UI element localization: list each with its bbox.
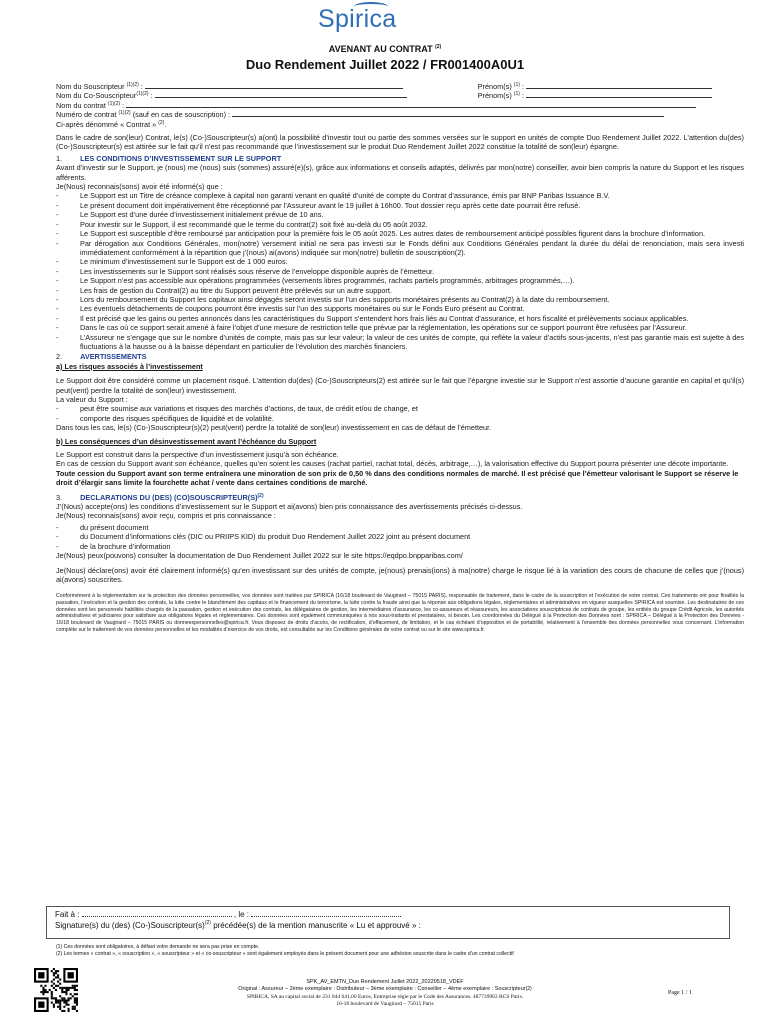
list-item — [56, 542, 744, 551]
numero-label: Numéro de contrat — [56, 110, 117, 120]
list-item-text: Le Support est un Titre de créance complexe à capital non garanti venant en qualité d’unité de compte du Contrat d’assurance, émis par BNP Paribas Issuance B.V. — [80, 191, 610, 201]
list-dash: - — [56, 294, 59, 304]
intro-paragraph: Dans le cadre de son(leur) Contrat, le(s) (Co-)Souscripteur(s) a(ont) la possibilité d’investir tout ou partie des sommes versées sur le support en unités de compte Duo Rendement Juillet 2022. L’attention du(des) (Co-)Souscripteur(s) est attirée sur le fait qu’il n’est pas recommandé que l’investissement sur le produit Duo Rendement Juillet 2022 constitue la totalité de son(leur) épargne. — [56, 133, 744, 152]
list-item-text: Par dérogation aux Conditions Générales, mon(notre) versement initial ne sera pas investi sur le Fonds défini aux Conditions Générales pendant la durée du délai de renonciation, mais sera investi immédiatement conformément à la répartition que j’(nous) ai(avons) indiquée sur mon(notre) bulletin de souscription(2). — [80, 238, 744, 257]
section-2a-list — [56, 404, 744, 423]
numero-row — [56, 110, 744, 119]
list-dash: - — [56, 238, 59, 248]
section-2a-title: a) Les risques associés à l’investissement — [56, 361, 203, 371]
section-2-title: AVERTISSEMENTS — [80, 352, 147, 362]
list-item — [56, 532, 744, 541]
list-dash: - — [56, 257, 59, 267]
list-dash: - — [56, 219, 59, 229]
section-3-p3: Je(Nous) peux(pouvons) consulter la documentation de Duo Rendement Juillet 2022 sur le site https://eqdpo.bnpparibas.com/ — [56, 551, 463, 561]
footnote-2 — [56, 951, 736, 958]
list-item-text: de la brochure d’information — [80, 541, 171, 551]
list-item-text: Le Support est susceptible d’être remboursé par anticipation pour la première fois le 05 août 2025. Les autres dates de remboursement anticipé possibles figurent dans la brochure d’information. — [80, 229, 706, 239]
section-1-p2: Je(Nous) reconnais(sons) avoir été informé(s) que : — [56, 182, 223, 192]
section-3-p4: Je(Nous) déclare(ons) avoir été clairement informé(s) qu’en investissant sur des unités de compte, je(nous) prenais(ions) à ma(notre) charge le risque lié à la variation des cours de chacune de celles que j’(nous) ai(avons) souscrites. — [56, 565, 744, 584]
footer-ref: SPK_AV_EMTN_Duo Rendement Juillet 2022_20220518_VDEF — [306, 979, 464, 985]
list-item-text: du Document d’informations clés (DIC ou PRIIPS KID) du produit Duo Rendement Juillet 2022 joint au présent document — [80, 532, 471, 542]
footnote-2-text: Les termes « contrat », « souscription », « souscripteur » et « co-souscripteur » sont également employés dans le présent document pour une adhésion souscrite dans le cadre d’un contrat collectif — [63, 951, 514, 957]
list-item-text: Le présent document doit impérativement être réceptionné par l’Assureur avant le 19 juillet à 16h00. Tout dossier reçu après cette date pourrait être refusé. — [80, 200, 581, 210]
list-item — [56, 404, 744, 413]
section-3-number: 3. — [56, 492, 63, 502]
list-item-text: Le minimum d’investissement sur le Support est de 1 000 euros. — [80, 257, 288, 267]
list-item — [56, 210, 744, 219]
list-item-text: Les investissements sur le Support sont réalisés sous réserve de l’enveloppe disponible auprès de l’émetteur. — [80, 266, 435, 276]
data-protection-notice: Conformément à la réglementation sur la protection des données personnelles, vos données sont traitées par SPIRICA (16/18 boulevard de Vaugirard – 75015 PARIS), responsable de traitement, dans le cadre de la souscription et l’exécution de votre contrat. Ces traitements ont pour finalités la passation, l’exécution et la gestion des contrats, la lutte contre le blanchiment des capitaux et le financement du terrorisme, la lutte contre la fraude ainsi que la réponse aux obligations légales, réglementaires et administratives en vigueur auxquelles SPIRICA est soumise. Les destinataires de ces données sont les personnels habilités chargés de la passation, gestion et exécution des contrats, les délégataires de gestion, les intermédiaires d’assurance, les co-assureurs et réassureurs, les associations souscriptrices de contrats de groupe, les entités du groupe Crédit Agricole, les autorités administratives et judiciaires pour satisfaire aux obligations légales et réglementaires. Ces données sont également communiquées à nos sous-traitants et prestataires, si besoin. Les coordonnées du Délégué à la Protection des Données sont : SPIRICA – Délégué à la Protection des Données - 16/18 boulevard de Vaugirard – 75015 PARIS ou donneespersonnelles@spirica.fr. Vous disposez de droits d’accès, de rectification, d’effacement, de limitation, et le cas échéant d’opposition et de portabilité, relativement à l’ensemble des données personnelles vous concernant. L’information complète sur le traitement de vos données personnelles et les modalités d’exercice de vos droits, est consultable sur les Conditions générales de votre contrat ou sur le site www.spirica.fr. — [56, 593, 744, 633]
footer-address: 16-18 boulevard de Vaugirard – 75015 Paris — [336, 1000, 434, 1007]
souscripteur-sup: (1)(2) — [126, 82, 139, 88]
list-item — [56, 414, 744, 423]
numero-input[interactable] — [232, 110, 664, 117]
list-item-text: du présent document — [80, 522, 149, 532]
list-item — [56, 239, 744, 258]
list-item-text: Pour investir sur le Support, il est recommandé que le terme du contrat(2) soit fixé au-delà du 05 août 2032. — [80, 219, 428, 229]
list-dash: - — [56, 229, 59, 239]
signature-box — [46, 906, 730, 939]
souscripteur-label: Nom du Souscripteur — [56, 82, 125, 91]
souscripteur-row: Nom du Souscripteur $^{(1)(2)}$ : Prénom(s) $^{(1)}$ : — [56, 82, 744, 91]
list-dash: - — [56, 304, 59, 314]
prenom1-label: Prénom(s) — [477, 82, 512, 91]
section-3-title: DECLARATIONS DU (DES) (CO)SOUSCRIPTEUR(S) — [80, 492, 258, 502]
list-dash: - — [56, 276, 59, 286]
section-2b-title: b) Les conséquences d’un désinvestissement avant l’échéance du Support — [56, 436, 317, 446]
section-2-number: 2. — [56, 352, 63, 362]
list-item-text: Il est précisé que les gains ou pertes annoncés dans les caractéristiques du Support s’entendent hors frais liés au Contrat d’assurance, et hors fiscalité et prélèvements sociaux applicables. — [80, 313, 689, 323]
prenom1-sup: (1) — [513, 82, 520, 88]
list-item-text: comporte des risques spécifiques de liquidité et de volatilité. — [80, 413, 274, 423]
list-item-text: Le Support est d’une durée d’investissement initialement prévue de 10 ans. — [80, 210, 324, 220]
identity-fields — [56, 82, 744, 129]
footer-company: SPIRICA, SA au capital social de 231 044 641,00 Euros, Entreprise régie par le Code des Assurances. 487739963 RCS Paris. — [246, 993, 524, 1000]
list-item — [56, 333, 744, 352]
qr-code — [34, 968, 78, 1012]
list-dash: - — [56, 266, 59, 276]
prenom1-input[interactable] — [526, 82, 712, 89]
contrat-row: Nom du contrat $^{(1)(2)}$ : — [56, 101, 744, 110]
footer-copies-row — [150, 986, 620, 993]
section-1-list — [56, 191, 744, 351]
section-3-list — [56, 523, 744, 551]
section-2a-p2: La valeur du Support : — [56, 395, 128, 404]
contrat-sup: (1)(2) — [107, 100, 121, 107]
list-item — [56, 276, 744, 285]
footnote-2-sup: (2) — [56, 951, 63, 957]
section-1-number: 1. — [56, 153, 63, 163]
section-2-heading — [56, 352, 744, 361]
footer — [150, 979, 620, 1008]
spirica-logo: Spirica — [318, 5, 397, 33]
list-item-text: Les éventuels détachements de coupons pourront être investis sur l’un des supports monétaires ou sur le Fonds Euro présent au Contrat. — [80, 304, 525, 314]
list-item — [56, 220, 744, 229]
contrat-input[interactable] — [126, 101, 696, 108]
footer-copies-sup: (2) — [525, 986, 532, 993]
section-2a-p1: Le Support doit être considéré comme un placement risqué. L’attention du(des) (Co-)Souscripteurs(2) est attirée sur le fait que l’épargne investie sur le Support n’est assortie d’aucune garantie en capital et qu’il(s) peut(vent) perdre la totalité de son(leur) investissement. — [56, 376, 744, 395]
list-dash: - — [56, 413, 59, 423]
signature-after: précédée(s) de la mention manuscrite « Lu et approuvé » : — [213, 921, 421, 930]
ci-apres: Ci-après dénommé « Contrat » $^{(2)}$. — [56, 119, 167, 129]
prenom2-label: Prénom(s) — [477, 91, 512, 101]
section-2b-p1: Le Support est construit dans la perspective d’un investissement jusqu’à son échéance. — [56, 450, 339, 460]
list-item — [56, 286, 744, 295]
list-item — [56, 191, 744, 200]
section-3-p2: Je(Nous) reconnais(sons) avoir reçu, compris et pris connaissance : — [56, 511, 276, 521]
list-item — [56, 314, 744, 323]
footer-copies: Original : Assureur – 2ème exemplaire : Distributeur – 3ème exemplaire : Conseiller – 4ème exemplaire : Souscripteur — [238, 986, 526, 993]
signature-row — [55, 920, 721, 931]
list-item — [56, 523, 744, 532]
numero-sup: (1)(2) — [118, 110, 131, 117]
list-item — [56, 201, 744, 210]
list-item-text: Lors du remboursement du Support les capitaux ainsi dégagés seront investis sur l’un des supports monétaires présents au Contrat(2) à la date du remboursement. — [80, 294, 610, 304]
list-item — [56, 267, 744, 276]
list-item-text: L’Assureur ne s’engage que sur le nombre d’unités de compte, mais pas sur leur valeur; la valeur de ces unités de compte, qui reflète la valeur d’actifs sous-jacents, n’est pas garantie mais est sujette à des fluctuations à la hausse ou à la baisse dépendant en particulier de l’évolution des marchés financiers. — [80, 332, 744, 351]
section-2a-p3: Dans tous les cas, le(s) (Co-)Souscripteur(s)(2) peut(vent) perdre la totalité de son(leur) investissement en cas de défaut de l’émetteur. — [56, 423, 492, 433]
cosouscripteur-row: Nom du Co-Souscripteur$^{(1)(2)}$ : Prénom(s) $^{(1)}$ : — [56, 91, 744, 100]
list-item — [56, 257, 744, 266]
contrat-label: Nom du contrat — [56, 100, 106, 110]
signature-label: Signature(s) du (des) (Co-)Souscripteur(s) — [55, 921, 205, 930]
document-body — [56, 82, 744, 634]
footnote-1-text: Ces données sont obligatoires, à défaut votre demande ne sera pas prise en compte. — [63, 944, 260, 950]
page-number: Page 1 / 1 — [668, 990, 692, 996]
document-title: Duo Rendement Juillet 2022 / FR001400A0U1 — [245, 57, 525, 72]
fait-label: Fait à : — [55, 910, 80, 919]
cosouscripteur-sup: (1)(2) — [136, 91, 149, 98]
numero-note: (sauf en cas de souscription) : — [132, 110, 231, 120]
prenom2-sup: (1) — [513, 91, 520, 98]
list-item-text: Les frais de gestion du Contrat(2) au titre du Support peuvent être prélevés sur un autre support. — [80, 285, 392, 295]
fait-row: Fait à : , le : — [55, 909, 721, 920]
section-1-heading — [56, 154, 744, 163]
list-dash: - — [56, 313, 59, 323]
footnotes — [56, 944, 736, 958]
list-item-text: Dans le cas où ce support serait amené à faire l’objet d’une mesure de restriction telle que prévue par la réglementation, les opérations sur ce support pourront être refusées par l’Assureur. — [80, 323, 687, 333]
avenant-sup: (2) — [435, 44, 442, 50]
section-1-p1: Avant d’investir sur le Support, je (nous) me (nous) suis (sommes) assuré(e)(s), grâce aux informations et conseils adaptés, délivrés par mon(notre) conseiller, avoir bien compris la nature du Support et les risques afférents. — [56, 163, 744, 182]
avenant-heading — [0, 44, 770, 54]
ci-apres-text: Ci-après dénommé « Contrat » — [56, 119, 157, 129]
section-3-p1: J’(Nous) accepte(ons) les conditions d’investissement sur le Support et ai(avons) bien pris connaissance des avertissements précisés ci-dessus. — [56, 502, 523, 512]
souscripteur-input[interactable] — [145, 82, 403, 89]
section-3-sup: (2) — [257, 492, 264, 499]
list-item — [56, 304, 744, 313]
cosouscripteur-label: Nom du Co-Souscripteur — [56, 91, 137, 101]
list-dash: - — [56, 332, 59, 342]
list-item — [56, 323, 744, 332]
cosouscripteur-input[interactable] — [155, 91, 407, 98]
list-dash: - — [56, 210, 59, 220]
list-dash: - — [56, 532, 59, 542]
list-dash: - — [56, 404, 59, 414]
fait-input[interactable] — [82, 916, 232, 917]
section-1-title: LES CONDITIONS D’INVESTISSEMENT SUR LE SUPPORT — [80, 153, 282, 163]
list-item-text: peut être soumise aux variations et risques des marchés d’actions, de taux, de crédit et/ou de change, et — [80, 404, 418, 414]
list-dash: - — [56, 323, 59, 333]
avenant-text: AVENANT AU CONTRAT — [328, 44, 433, 54]
signature-sup: (2) — [204, 920, 211, 926]
footnote-1-sup: (1) — [56, 944, 63, 950]
le-label: le : — [238, 910, 250, 919]
list-dash: - — [56, 285, 59, 295]
prenom2-input[interactable] — [526, 91, 712, 98]
footnote-1 — [56, 944, 736, 951]
section-3-heading — [56, 493, 744, 502]
list-item-text: Le Support n’est pas accessible aux opérations programmées (versements libres programmés, rachats partiels programmés, arbitrages programmés,…). — [80, 276, 575, 286]
section-3-title-wrap — [80, 493, 264, 502]
list-dash: - — [56, 541, 59, 551]
section-2b-p3: Toute cession du Support avant son terme entraînera une minoration de son prix de 0,50 % dans des conditions normales de marché. Il est précisé que l’émetteur valorisant le Support se réserve le droit d’élargir sans limite la fourchette achat / vente dans certaines conditions de marché. — [56, 468, 739, 488]
list-dash: - — [56, 200, 59, 210]
list-dash: - — [56, 522, 59, 532]
list-dash: - — [56, 191, 59, 201]
section-2b-p2: En cas de cession du Support avant son échéance, quelles qu’en soient les causes (rachat partiel, rachat total, décès, arbitrage,…), la valorisation effective du Support pourra présenter une décote importante. — [56, 459, 729, 469]
le-input[interactable] — [251, 916, 401, 917]
ci-apres-sup: (2) — [158, 119, 165, 126]
list-item — [56, 295, 744, 304]
list-item — [56, 229, 744, 238]
